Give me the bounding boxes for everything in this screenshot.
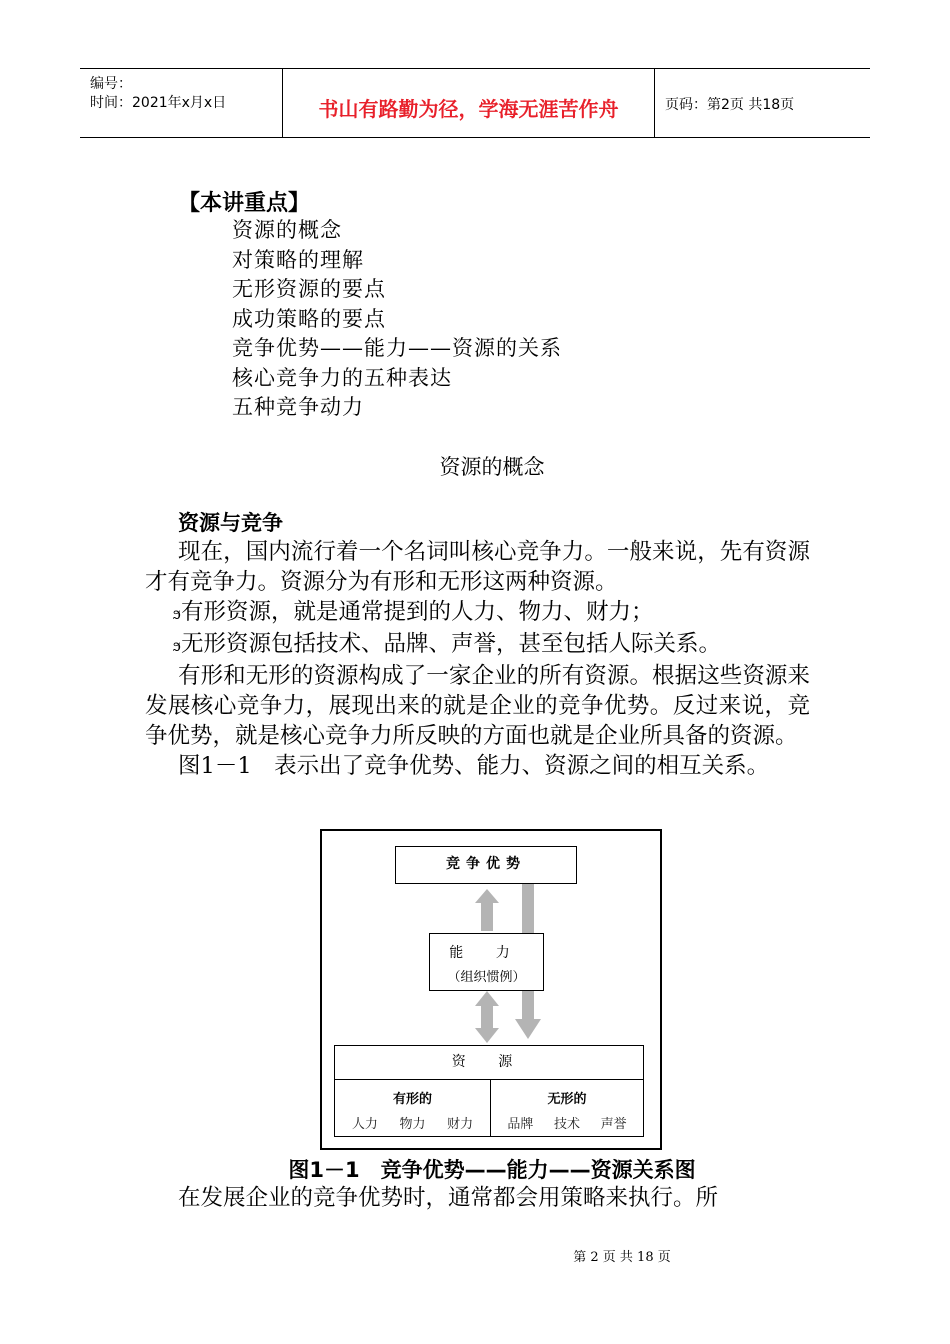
key-point-item: 核心竞争力的五种表达 [232, 365, 452, 390]
header-page-cell [655, 69, 870, 137]
intangible-item: 技术 [553, 1117, 580, 1132]
resources-box [334, 1045, 644, 1137]
tangible-item: 财力 [447, 1117, 474, 1132]
key-point-item: 竞争优势——能力——资源的关系 [232, 336, 562, 360]
intangible-title: 无形的 [547, 1092, 587, 1107]
key-point-item: 无形资源的要点 [232, 277, 386, 301]
bullet-marker: ϧ [173, 635, 181, 656]
intangible-items [491, 1113, 643, 1132]
tangible-column [335, 1080, 491, 1136]
bullet-text: 有形资源，就是通常提到的人力、物力、财力； [181, 599, 654, 625]
figure-caption: 图1－1 竞争优势——能力——资源关系图 [288, 1158, 696, 1182]
resources-label: 资 源 [335, 1046, 643, 1080]
key-points-list [232, 216, 562, 423]
intangible-item: 品牌 [507, 1117, 534, 1132]
bullet-item [145, 629, 810, 661]
header-number-label: 编号： [90, 76, 132, 92]
page-footer: 第 2 页 共 18 页 [573, 1250, 671, 1265]
paragraph: 在发展企业的竞争优势时，通常都会用策略来执行。所 [178, 1185, 719, 1211]
section-title: 资源的概念 [439, 455, 545, 479]
header-meta-cell [80, 69, 283, 137]
body-text-continued [145, 1183, 810, 1213]
capability-box [429, 933, 544, 991]
bullet-text: 无形资源包括技术、品牌、声誉，甚至包括人际关系。 [181, 631, 722, 657]
key-point-item: 对策略的理解 [232, 247, 364, 272]
key-point-item: 资源的概念 [232, 218, 342, 242]
paragraph: 有形和无形的资源构成了一家企业的所有资源。根据这些资源来发展核心竞争力，展现出来的就是企业的竞争优势。反过来说，竞争优势，就是核心竞争力所反映的方面也就是企业所具备的资源。 [145, 663, 810, 749]
bullet-marker: ϧ [173, 603, 181, 624]
relationship-diagram [320, 829, 662, 1150]
capability-label: 能 力 [449, 945, 524, 961]
header-motto: 书山有路勤为径，学海无涯苦作舟 [318, 97, 619, 121]
tangible-title: 有形的 [392, 1092, 432, 1107]
capability-note: （组织惯例） [447, 970, 526, 985]
key-point-item: 成功策略的要点 [232, 306, 386, 331]
header-time-label: 时间：2021年x月x日 [90, 95, 227, 111]
tangible-item: 人力 [351, 1117, 378, 1132]
subsection-title: 资源与竞争 [178, 511, 283, 535]
bullet-item [145, 597, 810, 629]
header-motto-cell [283, 69, 655, 137]
arrow-up-icon [475, 889, 499, 931]
tangible-item: 物力 [399, 1117, 426, 1132]
intangible-column [491, 1080, 643, 1136]
header-page-info: 页码：第2页 共18页 [665, 97, 795, 113]
key-point-item: 五种竞争动力 [232, 395, 364, 419]
arrow-bidirectional-icon [475, 991, 499, 1043]
paragraph: 现在，国内流行着一个名词叫核心竞争力。一般来说，先有资源才有竞争力。资源分为有形和无形这两种资源。 [145, 539, 810, 595]
key-points-title: 【本讲重点】 [178, 191, 311, 216]
tangible-items [335, 1113, 490, 1132]
advantage-box: 竞争优势 [395, 846, 577, 884]
paragraph: 图1－1 表示出了竞争优势、能力、资源之间的相互关系。 [178, 753, 770, 779]
body-text [145, 537, 810, 781]
page-header [80, 68, 870, 138]
intangible-item: 声誉 [600, 1117, 627, 1132]
